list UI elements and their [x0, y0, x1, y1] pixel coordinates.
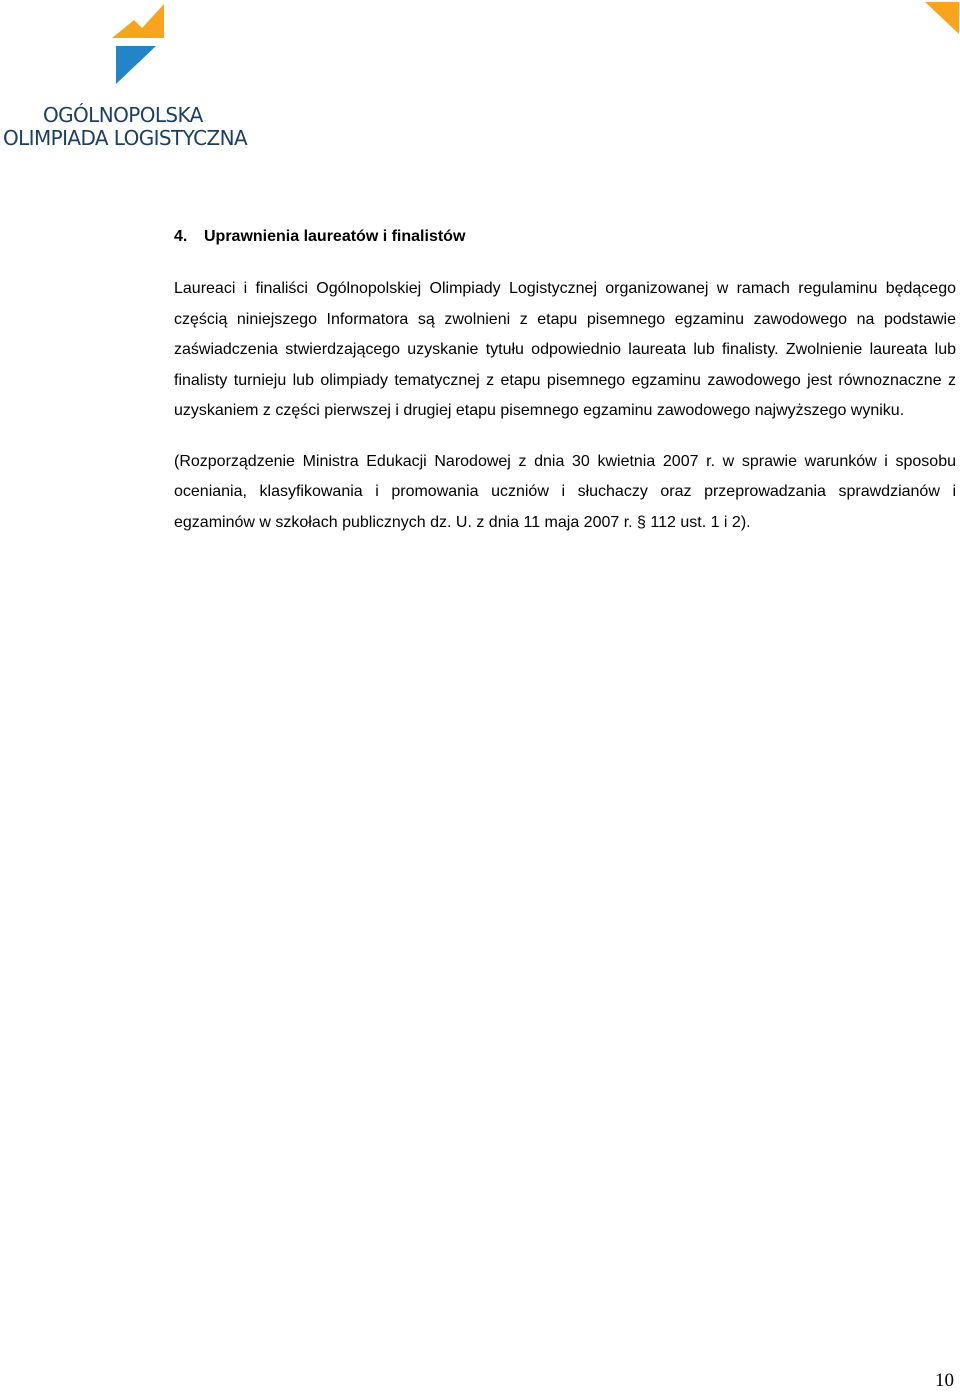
document-content: [174, 222, 956, 558]
logo-orange-shape: [112, 4, 164, 38]
paragraph-entitlements: Laureaci i finaliści Ogólnopolskiej Olimpiady Logistycznej organizowanej w ramach regulaminu będącego częścią niniejszego Informatora są zwolnieni z etapu pisemnego egzaminu zawodowego na podstawie zaświadczenia stwierdzającego uzyskanie tytułu odpowiednio laureata lub finalisty. Zwolnienie laureata lub finalisty turnieju lub olimpiady tematycznej z etapu pisemnego egzaminu zawodowego jest równoznaczne z uzyskaniem z części pierwszej i drugiej etapu pisemnego egzaminu zawodowego najwyższego wyniku.: [174, 280, 956, 419]
section-number: 4.: [174, 228, 188, 245]
logo-line-1: OGÓLNOPOLSKA: [43, 103, 203, 127]
section-heading: [174, 222, 956, 252]
logo-blue-shape: [116, 46, 156, 84]
section-title: Uprawnienia laureatów i finalistów: [204, 228, 466, 245]
olympiad-logo: [0, 0, 280, 160]
paragraph-regulation-reference: (Rozporządzenie Ministra Edukacji Narodowej z dnia 30 kwietnia 2007 r. w sprawie warunków i sposobu oceniania, klasyfikowania i promowania uczniów i słuchaczy oraz przeprowadzania sprawdzianów i egzaminów w szkołach publicznych dz. U. z dnia 11 maja 2007 r. § 112 ust. 1 i 2).: [174, 452, 956, 531]
corner-triangle-icon: [925, 2, 959, 34]
logo-mark-icon: [112, 2, 166, 86]
logo-text: [3, 104, 247, 150]
page-number: 10: [935, 1370, 954, 1391]
logo-line-2: OLIMPIADA LOGISTYCZNA: [3, 126, 248, 150]
